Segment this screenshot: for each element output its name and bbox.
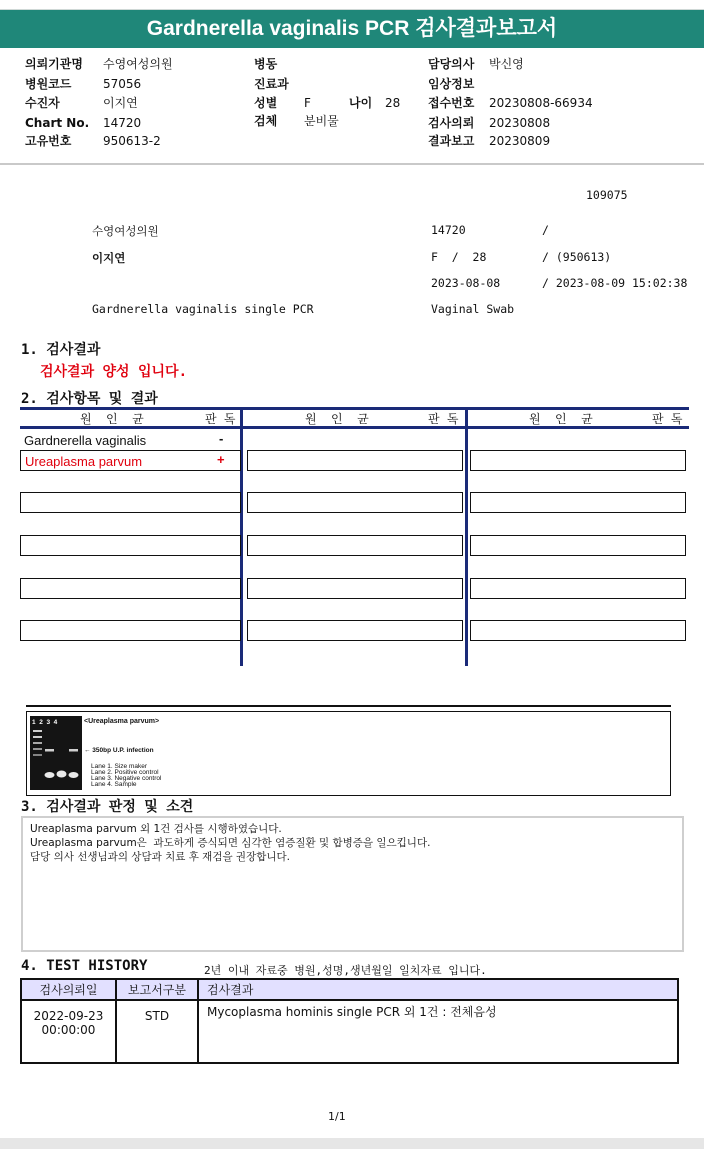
empty-cell xyxy=(20,492,241,513)
report-sex-age: F / 28 xyxy=(431,250,487,264)
history-result: Mycoplasma hominis single PCR 외 1건 : 전체음성 xyxy=(198,1000,678,1063)
empty-cell xyxy=(247,535,463,556)
report-title: Gardnerella vaginalis PCR 검사결과보고서 xyxy=(0,10,704,48)
remark-line-3: 담당 의사 선생님과의 상담과 치료 후 재검을 권장합니다. xyxy=(30,851,290,863)
section-1-title: 1. 검사결과 xyxy=(21,342,101,358)
history-date-cell xyxy=(21,1000,116,1063)
label-sex: 성별 xyxy=(254,96,278,110)
col-organism-1: 원 인 균 xyxy=(80,412,144,426)
report-date-received: 2023-08-08 xyxy=(431,276,501,290)
organism-result: - xyxy=(219,431,224,446)
history-col-date: 검사의뢰일 xyxy=(21,979,116,1000)
history-time: 00:00:00 xyxy=(41,1023,96,1037)
history-note: 2년 이내 자료중 병원,성명,생년월일 일치자료 입니다. xyxy=(204,964,487,977)
col-judge-1: 판 독 xyxy=(205,412,236,426)
header-separator xyxy=(0,163,704,165)
label-clinical-info: 임상정보 xyxy=(428,77,475,91)
label-chart-no: Chart No. xyxy=(25,116,90,130)
gel-lane-numbers: 1 2 3 4 xyxy=(32,719,58,726)
empty-cell xyxy=(247,620,463,641)
label-hospital-code: 병원코드 xyxy=(25,77,72,91)
gel-legend-lane-1: Lane 1. Size maker xyxy=(91,763,148,770)
label-requester: 의뢰기관명 xyxy=(25,57,83,71)
empty-cell xyxy=(470,578,686,599)
grid-divider-2 xyxy=(465,407,468,666)
empty-cell xyxy=(20,620,241,641)
report-chart: 14720 xyxy=(431,223,466,237)
label-unique-no: 고유번호 xyxy=(25,134,72,148)
label-age: 나이 xyxy=(349,96,373,110)
gel-electrophoresis-image xyxy=(30,716,82,790)
col-organism-3: 원 인 균 xyxy=(529,412,593,426)
report-date-reported: / 2023-08-09 15:02:38 xyxy=(542,276,688,290)
value-chart-no: 14720 xyxy=(103,116,142,130)
empty-cell xyxy=(470,450,686,471)
value-accession: 20230808-66934 xyxy=(489,96,593,110)
value-patient: 이지연 xyxy=(103,96,138,110)
result-positive-text: 검사결과 양성 입니다. xyxy=(40,364,188,380)
col-judge-2: 판 독 xyxy=(428,412,459,426)
value-specimen: 분비물 xyxy=(304,114,339,128)
history-type: STD xyxy=(116,1000,198,1063)
history-col-result: 검사결과 xyxy=(198,979,678,1000)
history-header-row xyxy=(21,979,678,1000)
organism-result-positive: + xyxy=(217,452,225,467)
value-age: 28 xyxy=(385,96,401,110)
empty-cell xyxy=(20,578,241,599)
label-report-date: 결과보고 xyxy=(428,134,475,148)
value-doctor: 박신영 xyxy=(489,57,524,71)
empty-cell xyxy=(247,492,463,513)
remark-line-1: Ureaplasma parvum 외 1건 검사를 시행하였습니다. xyxy=(30,823,282,835)
empty-cell xyxy=(470,620,686,641)
value-report-date: 20230809 xyxy=(489,134,551,148)
label-request-date: 검사의뢰 xyxy=(428,116,475,130)
report-test-name: Gardnerella vaginalis single PCR xyxy=(92,302,314,316)
label-department: 진료과 xyxy=(254,77,289,91)
table-row xyxy=(21,1000,678,1063)
empty-cell xyxy=(247,578,463,599)
page-number: 1/1 xyxy=(328,1110,346,1123)
value-requester: 수영여성의원 xyxy=(103,57,173,71)
label-accession: 접수번호 xyxy=(428,96,475,110)
report-specimen: Vaginal Swab xyxy=(431,302,515,316)
report-patient: 이지연 xyxy=(92,251,126,265)
value-unique-no: 950613-2 xyxy=(103,134,161,148)
value-hospital-code: 57056 xyxy=(103,77,142,91)
gel-legend-lane-2: Lane 2. Positive control xyxy=(91,769,159,776)
label-ward: 병동 xyxy=(254,57,278,71)
empty-cell xyxy=(470,535,686,556)
gel-top-line xyxy=(26,705,671,707)
report-slash: / xyxy=(542,223,549,237)
report-code: 109075 xyxy=(586,188,628,202)
organism-name: Gardnerella vaginalis xyxy=(24,433,147,448)
section-3-title: 3. 검사결과 판정 및 소견 xyxy=(21,799,194,815)
section-2-title: 2. 검사항목 및 결과 xyxy=(21,391,158,407)
gel-legend-lane-3: Lane 3. Negative control xyxy=(91,775,162,782)
empty-cell xyxy=(247,450,463,471)
remark-line-2: Ureaplasma parvum은 과도하게 증식되면 심각한 염증질환 및 합병증을 일으킵니다. xyxy=(30,837,431,849)
gel-band-label: ← 350bp U.P. infection xyxy=(84,747,154,754)
footer-bar xyxy=(0,1138,704,1149)
label-specimen: 검체 xyxy=(254,114,278,128)
gel-title: <Ureaplasma parvum> xyxy=(84,718,160,725)
section-4-title: 4. TEST HISTORY xyxy=(21,958,148,974)
value-request-date: 20230808 xyxy=(489,116,551,130)
col-organism-2: 원 인 균 xyxy=(305,412,369,426)
value-sex: F xyxy=(304,96,311,110)
label-patient: 수진자 xyxy=(25,96,60,110)
gel-legend-lane-4: Lane 4. Sample xyxy=(91,781,137,788)
history-table xyxy=(20,978,679,1064)
label-doctor: 담당의사 xyxy=(428,57,475,71)
organism-name-positive: Ureaplasma parvum xyxy=(25,454,143,469)
col-judge-3: 판 독 xyxy=(652,412,683,426)
empty-cell xyxy=(470,492,686,513)
history-date: 2022-09-23 xyxy=(33,1009,104,1023)
report-clinic: 수영여성의원 xyxy=(92,224,159,238)
empty-cell xyxy=(20,535,241,556)
history-col-type: 보고서구분 xyxy=(116,979,198,1000)
report-birth: / (950613) xyxy=(542,250,612,264)
